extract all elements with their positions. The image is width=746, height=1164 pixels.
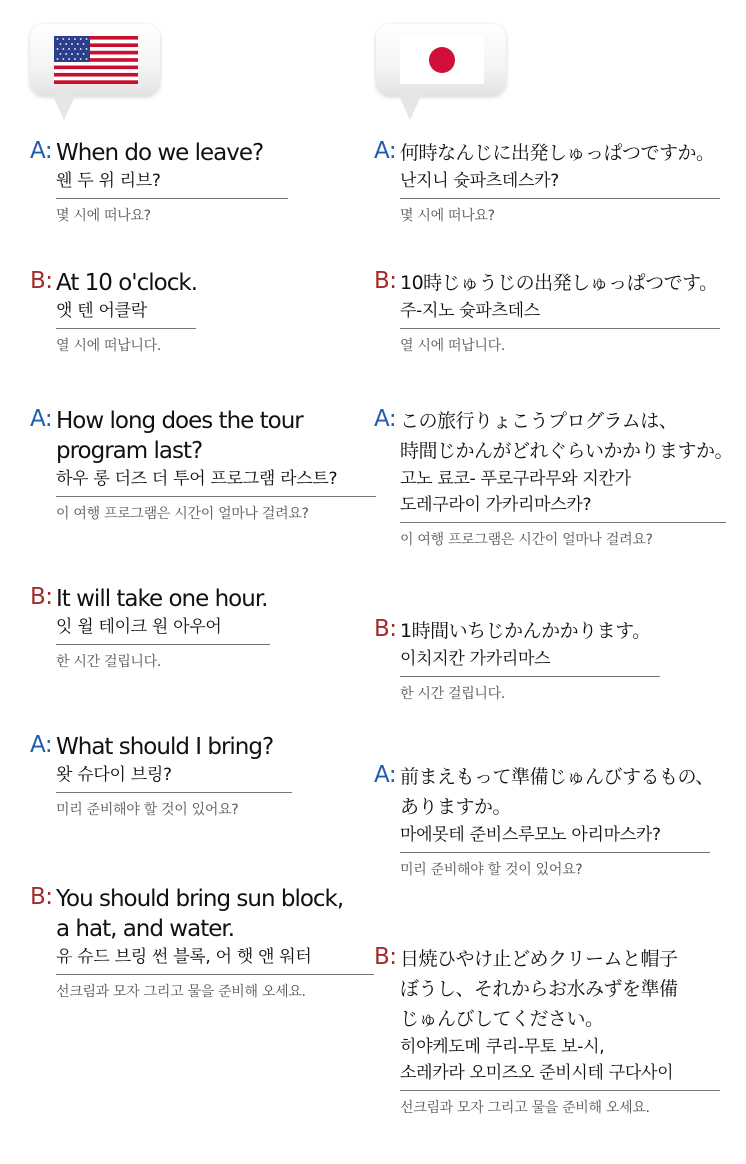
korean-meaning: 한 시간 걸립니다.	[56, 654, 162, 670]
sentence-line: How long does the tour	[56, 408, 303, 434]
korean-meaning: 선크림과 모자 그리고 물을 준비해 오세요.	[400, 1100, 650, 1116]
korean-meaning: 한 시간 걸립니다.	[400, 686, 506, 702]
sentence-line: ぼうし、それからお水みずを準備	[400, 978, 678, 1000]
divider	[56, 198, 288, 199]
korean-meaning: 미리 준비해야 할 것이 있어요?	[400, 862, 583, 878]
korean-meaning: 열 시에 떠납니다.	[56, 338, 162, 354]
divider	[400, 328, 720, 329]
divider	[400, 522, 726, 523]
speaker-label: B:	[30, 268, 53, 294]
pronunciation: 주-지노 슛파츠데스	[400, 301, 540, 321]
dialogue-entry	[30, 138, 288, 227]
divider	[400, 198, 720, 199]
sentence-line: 10時じゅうじの出発しゅっぱつです。	[400, 272, 718, 294]
pronunciation: 히야케도메 쿠리-무토 보-시,	[400, 1037, 605, 1057]
dialogue-entry	[30, 732, 292, 821]
korean-meaning: 선크림과 모자 그리고 물을 준비해 오세요.	[56, 984, 306, 1000]
korean-meaning: 열 시에 떠납니다.	[400, 338, 506, 354]
dialogue-entry	[30, 268, 197, 357]
speaker-label: B:	[374, 616, 397, 642]
divider	[400, 676, 660, 677]
divider	[56, 328, 196, 329]
divider	[56, 792, 292, 793]
sentence-line: 前まえもって準備じゅんびするもの、	[400, 766, 714, 788]
dialogue-entry	[30, 584, 270, 673]
dialogue-entry	[374, 268, 720, 357]
dialogue-entry	[374, 406, 733, 551]
sentence-line: You should bring sun block,	[56, 886, 344, 912]
speaker-label: A:	[30, 138, 53, 164]
divider	[56, 644, 270, 645]
pronunciation: 앳 텐 어클락	[56, 301, 147, 321]
divider	[56, 496, 376, 497]
sentence-line: 1時間いちじかんかかります。	[400, 620, 651, 642]
dialogue-entry	[374, 138, 720, 227]
pronunciation: 고노 료코- 푸로구라무와 지칸가	[400, 469, 631, 489]
sentence-line: 何時なんじに出発しゅっぱつですか。	[400, 142, 715, 164]
korean-meaning: 미리 준비해야 할 것이 있어요?	[56, 802, 239, 818]
divider	[56, 974, 374, 975]
speaker-label: B:	[30, 584, 53, 610]
pronunciation: 웬 두 위 리브?	[56, 171, 161, 191]
speaker-label: B:	[374, 944, 397, 970]
sentence-line: What should I bring?	[56, 734, 274, 760]
speaker-label: A:	[374, 406, 397, 432]
pronunciation: 잇 윌 테이크 원 아우어	[56, 617, 222, 637]
speaker-label: A:	[374, 138, 397, 164]
sentence-line: 日焼ひやけ止どめクリームと帽子	[400, 948, 678, 970]
sentence-line: この旅行りょこうプログラムは、	[400, 410, 678, 432]
pronunciation: 도레구라이 가카리마스카?	[400, 495, 592, 515]
sentence-line: 時間じかんがどれぐらいかかりますか。	[400, 440, 734, 462]
sentence-line: When do we leave?	[56, 140, 264, 166]
speaker-label: A:	[30, 406, 53, 432]
sentence-line: じゅんびしてください。	[400, 1008, 604, 1030]
korean-meaning: 이 여행 프로그램은 시간이 얼마나 걸려요?	[400, 532, 653, 548]
korean-meaning: 몇 시에 떠나요?	[400, 208, 495, 224]
pronunciation: 마에못테 준비스루모노 아리마스카?	[400, 825, 661, 845]
pronunciation: 왓 슈다이 브링?	[56, 765, 172, 785]
sentence-line: At 10 o'clock.	[56, 270, 198, 296]
dialogue-entry	[374, 944, 720, 1119]
sentence-line: a hat, and water.	[56, 916, 235, 942]
us-flag-icon	[54, 36, 138, 84]
korean-meaning: 몇 시에 떠나요?	[56, 208, 151, 224]
japan-flag-icon	[400, 36, 484, 84]
speaker-label: B:	[374, 268, 397, 294]
speaker-label: A:	[374, 762, 397, 788]
sentence-line: ありますか。	[400, 796, 512, 818]
divider	[400, 852, 710, 853]
sentence-line: It will take one hour.	[56, 586, 268, 612]
korean-meaning: 이 여행 프로그램은 시간이 얼마나 걸려요?	[56, 506, 309, 522]
speaker-label: B:	[30, 884, 53, 910]
dialogue-entry	[374, 762, 714, 881]
divider	[400, 1090, 720, 1091]
speaker-label: A:	[30, 732, 53, 758]
dialogue-entry	[30, 884, 374, 1003]
pronunciation: 유 슈드 브링 썬 블록, 어 햇 앤 워터	[56, 947, 312, 967]
dialogue-entry	[30, 406, 376, 525]
pronunciation: 이치지칸 가카리마스	[400, 649, 551, 669]
pronunciation: 소레카라 오미즈오 준비시테 구다사이	[400, 1063, 674, 1083]
dialogue-entry	[374, 616, 660, 705]
pronunciation: 난지니 슛파츠데스카?	[400, 171, 559, 191]
pronunciation: 하우 롱 더즈 더 투어 프로그램 라스트?	[56, 469, 338, 489]
sentence-line: program last?	[56, 438, 203, 464]
